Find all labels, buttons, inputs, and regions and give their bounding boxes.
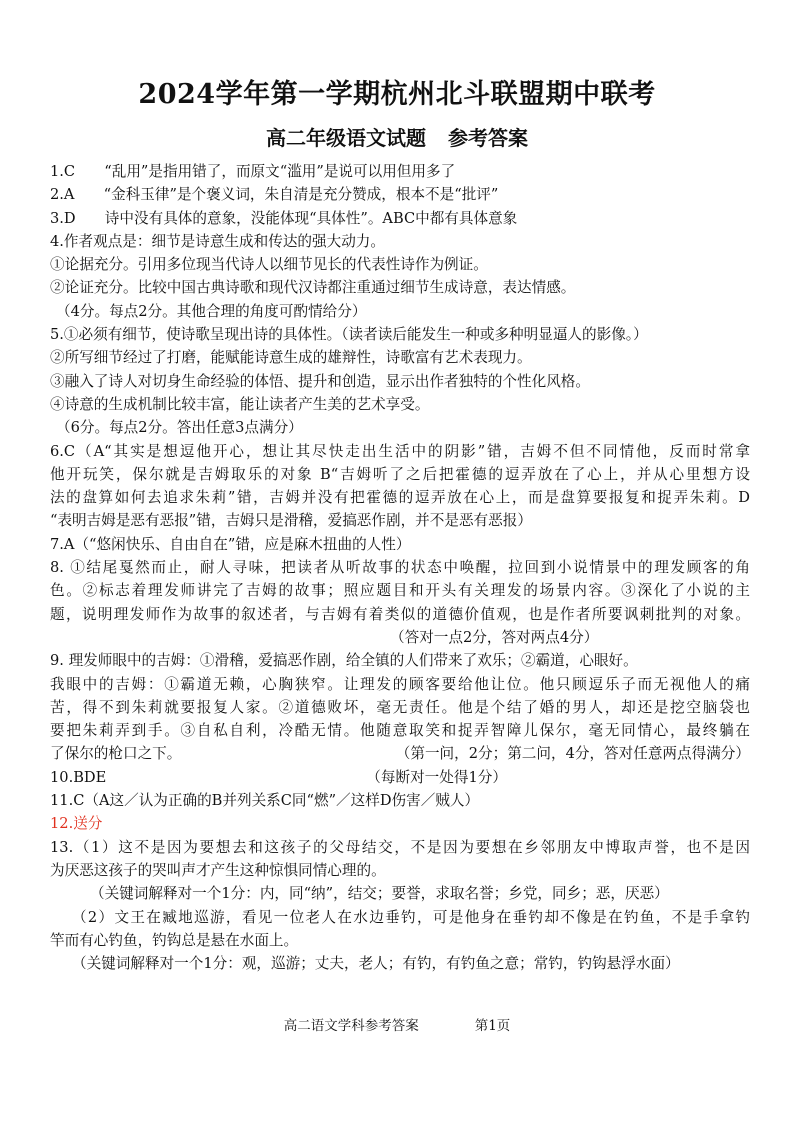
document-subtitle [0,122,794,151]
answer-line-9-end [50,742,750,765]
answer-line-4-point-1: ①论据充分。引用多位现当代诗人以细节见长的代表性诗作为例证。 [50,256,488,274]
answer-line-10 [50,766,750,789]
answer-line-13-2-cont: 竿而有心钓鱼，钓钩总是悬在水面上。 [50,931,299,949]
footer-subject: 高二语文学科参考答案 [283,1018,419,1034]
answer-line-8-cont-2: 题，说明理发师作为故事的叙述者，与吉姆有着类似的道德价值观，也是作者所要讽刺批判的对象。 [50,605,750,623]
answer-line-3: 3.D 诗中没有具体的意象，没能体现“具体性”。ABC中都有具体意象 [50,209,518,227]
document-title: 2024学年第一学期杭州北斗联盟期中联考 [138,79,656,110]
subtitle-grade: 高二年级语文试题 [266,126,426,150]
answer-content [50,160,750,975]
answer-line-9-score: （第一问，2分；第二问，4分，答对任意两点得满分） [395,745,750,763]
answer-line-8: 8. ①结尾戛然而止，耐人寻味，把读者从听故事的状态中唤醒，拉回到小说情景中的理发顾客的角 [50,559,750,577]
answer-line-2: 2.A “金科玉律”是个褒义词，朱自清是充分赞成，根本不是“批评” [50,186,499,204]
answer-line-8-cont-1: 色。②标志着理发师讲完了吉姆的故事；照应题目和开头有关理发的场景内容。③深化了小说的主 [50,582,750,600]
answer-line-6-cont-1: 他开玩笑，保尔就是吉姆取乐的对象 B“吉姆听了之后把霍德的逗弄放在了心上，并从心里想方设 [50,465,750,483]
answer-line-5-score: （6分。每点2分。答出任意3点满分） [56,419,303,437]
answer-line-13-1-score: （关键词解释对一个1分：内，同“纳”，结交；要誉，求取名誉；乡党，同乡；恶，厌恶） [90,885,669,903]
answer-line-4: 4.作者观点是：细节是诗意生成和传达的强大动力。 [50,232,385,250]
answer-line-9-end-text: 了保尔的枪口之下。 [50,745,182,763]
answer-line-5: 5.①必须有细节，使诗歌呈现出诗的具体性。（读者读后能发生一种或多种明显逼人的影像。） [50,326,648,344]
subtitle-answer: 参考答案 [448,126,528,150]
answer-line-4-point-2: ②论证充分。比较中国古典诗歌和现代汉诗都注重通过细节生成诗意，表达情感。 [50,279,576,297]
answer-line-9-cont-3: 要把朱莉弄到手。③自私自利，冷酷无情。他随意取笑和捉弄智障儿保尔，毫无同情心，最终躺在 [50,722,750,740]
answer-line-4-score: （4分。每点2分。其他合理的角度可酌情给分） [56,302,367,320]
answer-line-7: 7.A（“悠闲快乐、自由自在”错，应是麻木扭曲的人性） [50,535,411,553]
answer-line-12: 12.送分 [50,815,103,833]
answer-line-9: 9. 理发师眼中的吉姆：①滑稽，爱搞恶作剧，给全镇的人们带来了欢乐；②霸道，心眼好。 [50,652,638,670]
answer-line-9-cont-1: 我眼中的吉姆：①霸道无赖，心胸狭窄。让理发的顾客要给他让位。他只顾逗乐子而无视他人的痛 [50,675,750,693]
page-footer [0,1014,794,1034]
answer-line-13-2-score: （关键词解释对一个1分：观，巡游；丈夫，老人；有钓，有钓鱼之意；常钓，钓钩悬浮水面） [72,955,680,973]
answer-line-5-point-3: ③融入了诗人对切身生命经验的体悟、提升和创造，显示出作者独特的个性化风格。 [50,372,590,390]
answer-line-13-1-cont: 为厌恶这孩子的哭叫声才产生这种惊惧同情心理的。 [50,861,386,879]
answer-line-5-point-2: ②所写细节经过了打磨，能赋能诗意生成的雄辩性，诗歌富有艺术表现力。 [50,349,532,367]
answer-line-6-cont-3: “表明吉姆是恶有恶报”错，吉姆只是滑稽，爱搞恶作剧，并不是恶有恶报） [50,512,532,530]
footer-page-number: 第1页 [474,1018,511,1034]
answer-line-13-1: 13.（1）这不是因为要想去和这孩子的父母结交，不是因为要想在乡邻朋友中博取声誉，也不是因 [50,838,750,856]
answer-line-6: 6.C（A“其实是想逗他开心，想让其尽快走出生活中的阴影”错，吉姆不但不同情他，反而时常拿 [50,442,750,460]
answer-line-9-cont-2: 苦，得不到朱莉就要报复人家。②道德败坏，毫无责任。他是个结了婚的男人，却还是挖空脑袋也 [50,698,750,716]
answer-line-11: 11.C（A这／认为正确的B并列关系C同“燃”／这样D伤害／贼人） [50,792,480,810]
answer-line-13-2: （2）文王在臧地巡游，看见一位老人在水边垂钓，可是他身在垂钓却不像是在钓鱼，不是手拿钓 [72,908,750,926]
answer-line-8-score: （答对一点2分，答对两点4分） [390,628,599,646]
answer-line-10-score: （每断对一处得1分） [366,768,507,786]
answer-line-5-point-4: ④诗意的生成机制比较丰富，能让读者产生美的艺术享受。 [50,395,430,413]
answer-line-6-cont-2: 法的盘算如何去追求朱莉”错，吉姆并没有把霍德的逗弄放在心上，而是盘算要报复和捉弄朱莉。D [50,489,750,507]
answer-line-10-text: 10.BDE [50,768,107,786]
answer-line-1: 1.C “乱用”是指用错了，而原文“滥用”是说可以用但用多了 [50,163,456,180]
